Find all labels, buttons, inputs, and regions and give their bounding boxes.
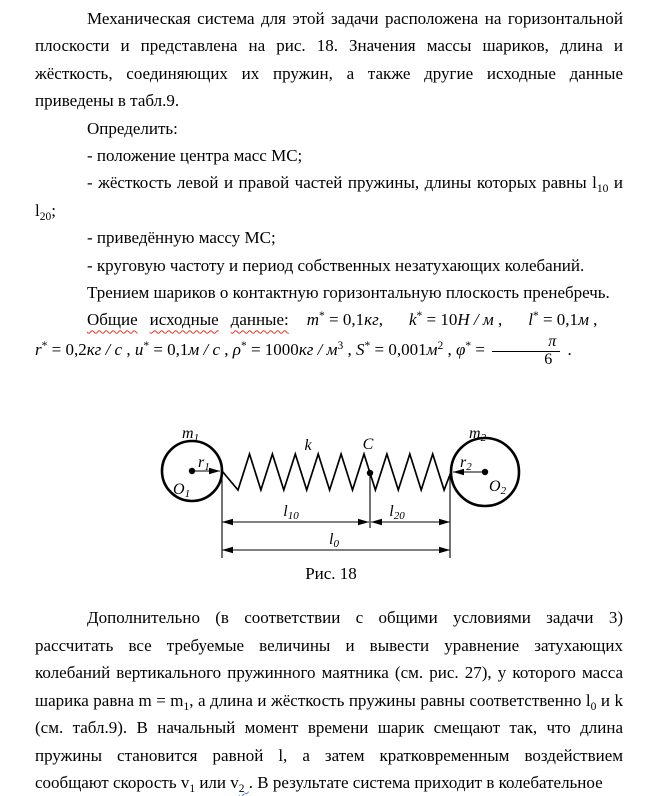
label-O1: O1 (173, 481, 191, 501)
figure-18 (147, 405, 623, 592)
para-intro: Механическая система для этой задачи расположена на горизонтальной плоскости и представлена на рис. 18. Значения массы шариков, длина и жёсткость, соединяющих их пружин, а также другие исходные данные приведены в табл.9. (35, 9, 623, 111)
figure-caption: Рис. 18 (305, 564, 357, 584)
label-l10: l10 (283, 503, 299, 523)
para-define-heading: Определить: (87, 118, 178, 138)
label-k: k (304, 437, 312, 455)
mechanical-system-diagram (147, 405, 567, 587)
spring (222, 454, 451, 490)
label-m1: m1 (182, 425, 200, 445)
label-m2: m2 (469, 425, 487, 445)
para-friction-note: Трением шариков о контактную горизонтальную плоскость пренебречь. (87, 283, 610, 303)
para-task-frequency: - круговую частоту и период собственных незатухающих колебаний. (87, 255, 585, 275)
label-C: C (362, 436, 374, 454)
para-task-reduced-mass: - приведённую массу МС; (87, 228, 276, 248)
label-l20: l20 (389, 503, 405, 523)
label-r2: r2 (460, 454, 472, 474)
label-l0: l0 (329, 531, 339, 551)
para-additional-task: Дополнительно (в соответствии с общими условиями задачи 3) рассчитать все требуемые величины и вывести уравнение затухающих колебаний вертикального пружинного маятника (см. рис. 27), у которого масса шарика равна $m = m_1$, а длина и жёсткость пружины равны соответственно $l_0$ и k (см. табл.9). В начальный момент времени шарик смещают так, что длина пружины становится равной l, а затем кратковременным воздействием сообщают скорость $v_1$ или $v_2$ . В результате система приходит в колебательное (35, 608, 623, 795)
para-given-data: Общие исходные данные: m* = 0,1кг, k* = 10Н / м , l* = 0,1м , r* = 0,2кг / с , u* = 0,1м / с , $\rho^* = 1000кг / м^3$ , $S^* = 0,001м^2$ , φ* = $\frac{\pi}{6}$ . (35, 310, 598, 368)
label-r1: r1 (198, 454, 210, 474)
label-O2: O2 (489, 478, 507, 498)
para-task-center-of-mass: - положение центра масс МС; (87, 146, 303, 166)
para-task-stiffness: - жёсткость левой и правой частей пружины, длины которых равны $l_{10}$ и $l_{20}$; (35, 173, 623, 223)
